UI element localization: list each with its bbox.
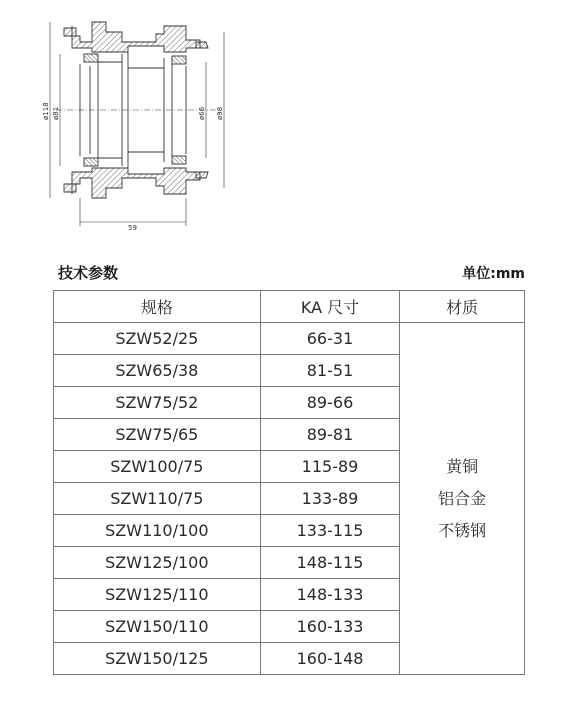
coupling-cross-section-drawing bbox=[36, 8, 276, 240]
header-ka: KA 尺寸 bbox=[260, 291, 400, 323]
dim-d66: ø66 bbox=[198, 106, 206, 120]
cell-spec: SZW65/38 bbox=[54, 355, 261, 387]
cell-ka: 89-81 bbox=[260, 419, 400, 451]
material-brass: 黄铜 bbox=[446, 456, 479, 476]
cell-spec: SZW75/52 bbox=[54, 387, 261, 419]
technical-drawing bbox=[36, 8, 276, 240]
cell-ka: 160-148 bbox=[260, 643, 400, 675]
cell-ka: 66-31 bbox=[260, 323, 400, 355]
cell-spec: SZW150/110 bbox=[54, 611, 261, 643]
dim-d118: ø118 bbox=[42, 102, 50, 120]
cell-spec: SZW75/65 bbox=[54, 419, 261, 451]
dim-d81: ø81 bbox=[52, 106, 60, 120]
cell-ka: 115-89 bbox=[260, 451, 400, 483]
material-aluminum: 铝合金 bbox=[438, 488, 487, 508]
cell-spec: SZW125/110 bbox=[54, 579, 261, 611]
cell-spec: SZW52/25 bbox=[54, 323, 261, 355]
unit-label: 单位:mm bbox=[462, 266, 525, 282]
cell-spec: SZW150/125 bbox=[54, 643, 261, 675]
header-spec: 规格 bbox=[54, 291, 261, 323]
table-row bbox=[54, 323, 525, 355]
cell-ka: 160-133 bbox=[260, 611, 400, 643]
cell-spec: SZW110/75 bbox=[54, 483, 261, 515]
section-title: 技术参数 bbox=[58, 264, 119, 282]
spec-table bbox=[53, 290, 525, 675]
cell-ka: 133-89 bbox=[260, 483, 400, 515]
cell-ka: 89-66 bbox=[260, 387, 400, 419]
cell-spec: SZW110/100 bbox=[54, 515, 261, 547]
header-material: 材质 bbox=[400, 291, 525, 323]
cell-ka: 81-51 bbox=[260, 355, 400, 387]
material-stainless: 不锈钢 bbox=[438, 520, 487, 540]
table-header-row bbox=[54, 291, 525, 323]
dim-length: 59 bbox=[128, 224, 137, 232]
cell-ka: 148-133 bbox=[260, 579, 400, 611]
dim-d98: ø98 bbox=[216, 106, 224, 120]
cell-material bbox=[400, 323, 525, 675]
cell-ka: 148-115 bbox=[260, 547, 400, 579]
cell-spec: SZW125/100 bbox=[54, 547, 261, 579]
cell-ka: 133-115 bbox=[260, 515, 400, 547]
cell-spec: SZW100/75 bbox=[54, 451, 261, 483]
